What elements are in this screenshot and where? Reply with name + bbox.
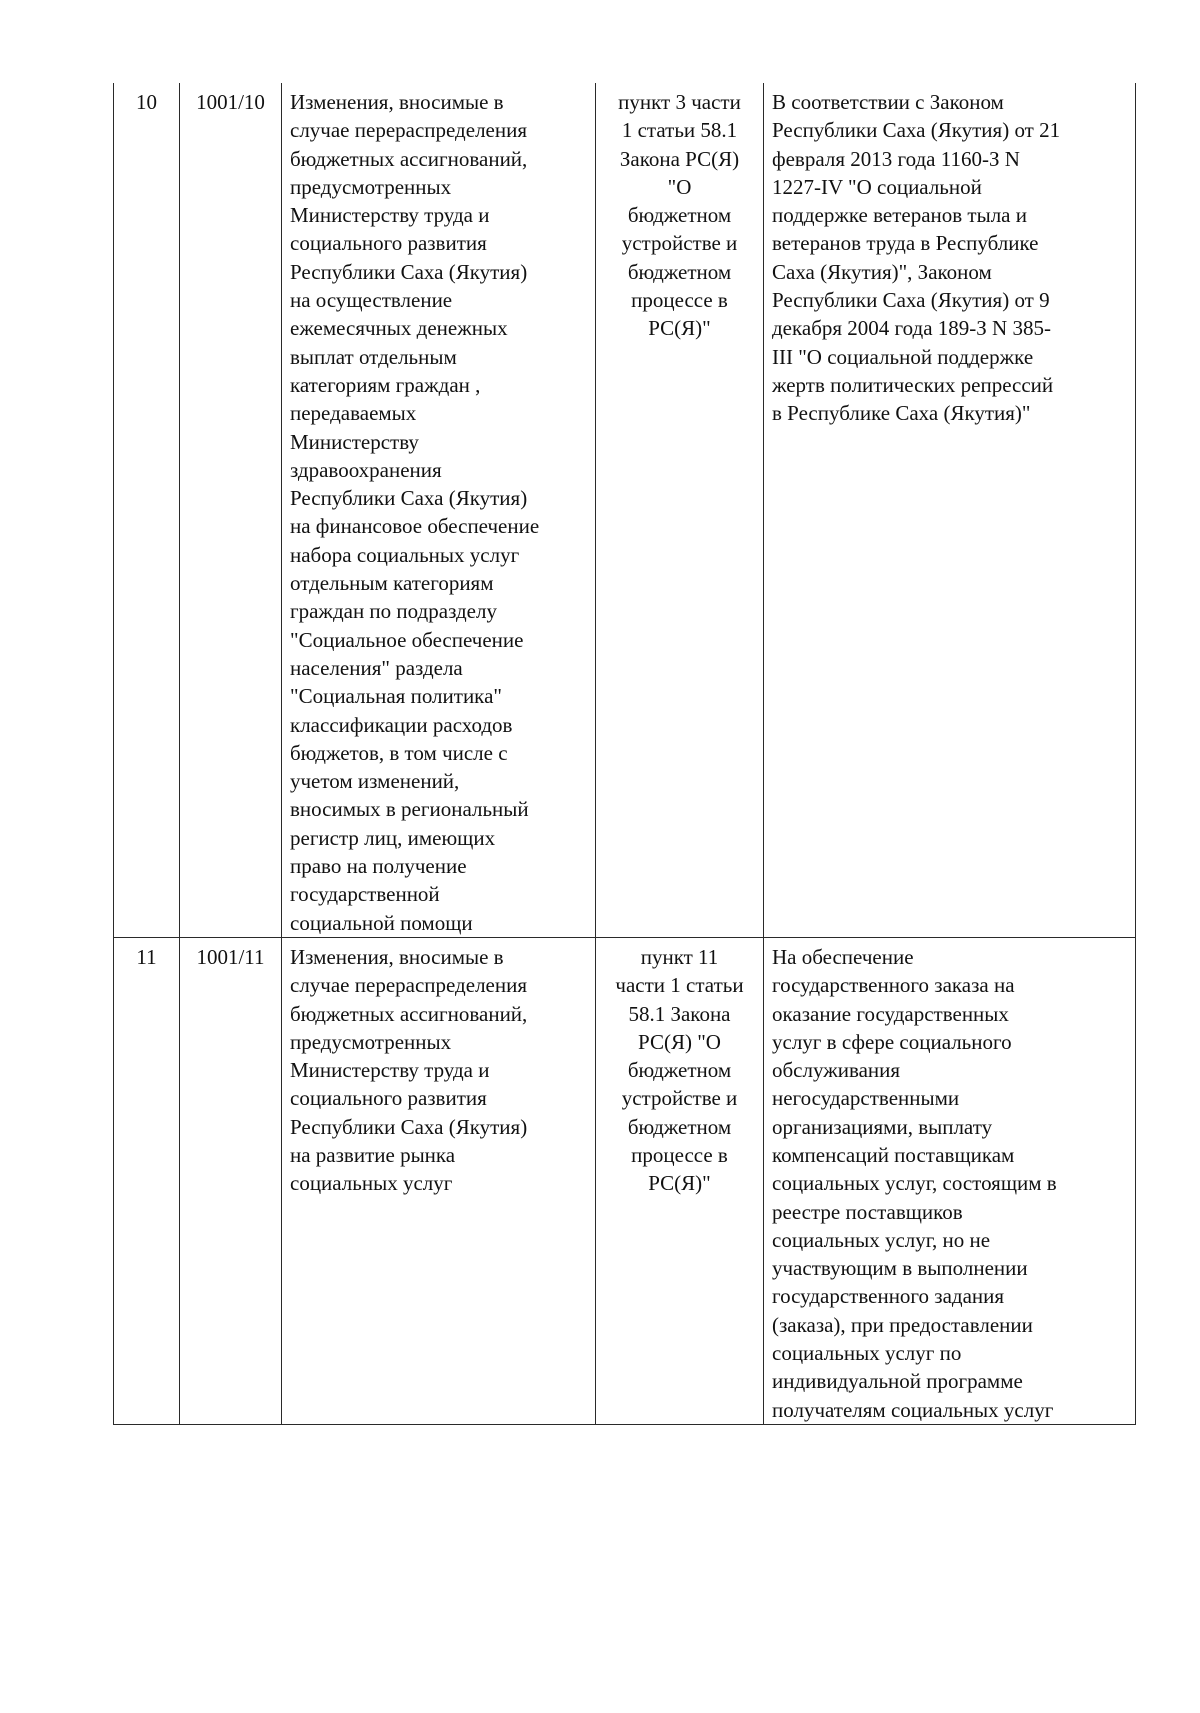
legal-reference-cell: пункт 3 части 1 статьи 58.1 Закона РС(Я) "О бюджетном устройстве и бюджетном процессе в РС(Я)" — [596, 83, 764, 937]
row-number-cell: 11 — [114, 937, 180, 1424]
basis-cell: На обеспечение государственного заказа на оказание государственных услуг в сфере социального обслуживания негосударственными организациями, выплату компенсаций поставщикам социальных услуг, состоящим в реестре поставщиков социальных услуг, но не участвующим в выполнении государственного задания (заказа), при предоставлении социальных услуг по индивидуальной программе получателям социальных услуг — [764, 937, 1136, 1424]
row-number-cell: 10 — [114, 83, 180, 937]
description-cell: Изменения, вносимые в случае перераспределения бюджетных ассигнований, предусмотренных Министерству труда и социального развития Республики Саха (Якутия) на осуществление ежемесячных денежных выплат отдельным категориям граждан , передаваемых Министерству здравоохранения Республики Саха (Якутия) на финансовое обеспечение набора социальных услуг отдельным категориям граждан по подразделу "Социальное обеспечение населения" раздела "Социальная политика" классификации расходов бюджетов, в том числе с учетом изменений, вносимых в региональный регистр лиц, имеющих право на получение государственной социальной помощи — [282, 83, 596, 937]
budget-changes-table — [113, 83, 1136, 1425]
table-row — [114, 83, 1136, 937]
code-cell: 1001/10 — [180, 83, 282, 937]
table-row — [114, 937, 1136, 1424]
basis-cell: В соответствии с Законом Республики Саха (Якутия) от 21 февраля 2013 года 1160-З N 1227-IV "О социальной поддержке ветеранов тыла и ветеранов труда в Республике Саха (Якутия)", Законом Республики Саха (Якутия) от 9 декабря 2004 года 189-З N 385- III "О социальной поддержке жертв политических репрессий в Республике Саха (Якутия)" — [764, 83, 1136, 937]
legal-reference-cell: пункт 11 части 1 статьи 58.1 Закона РС(Я) "О бюджетном устройстве и бюджетном процессе в РС(Я)" — [596, 937, 764, 1424]
code-cell: 1001/11 — [180, 937, 282, 1424]
description-cell: Изменения, вносимые в случае перераспределения бюджетных ассигнований, предусмотренных Министерству труда и социального развития Республики Саха (Якутия) на развитие рынка социальных услуг — [282, 937, 596, 1424]
